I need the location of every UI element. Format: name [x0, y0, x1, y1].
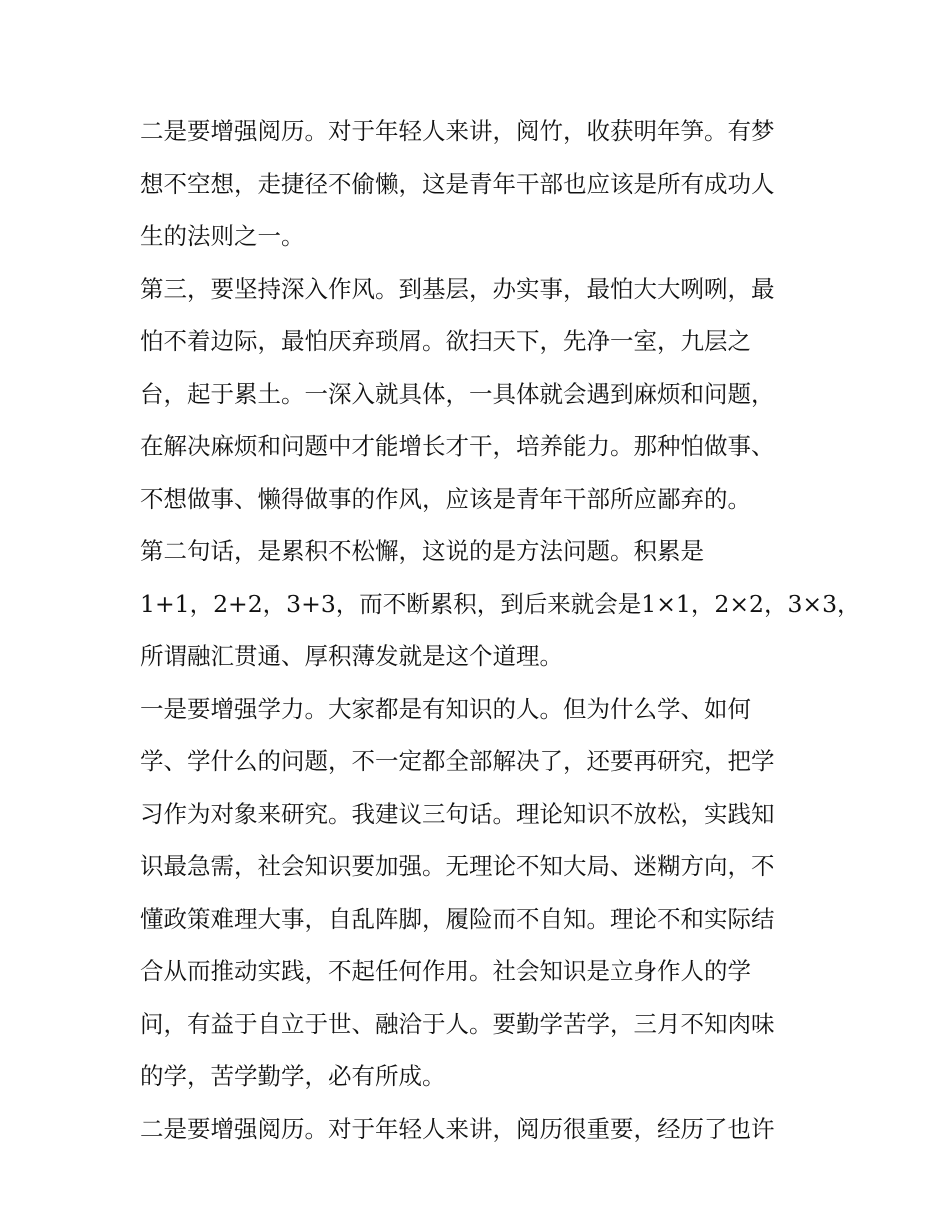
text-line: 生的法则之一。	[140, 222, 305, 250]
text-line: 懂政策难理大事，自乱阵脚，履险而不自知。理论不和实际结	[140, 904, 775, 933]
paragraph-1	[140, 105, 820, 263]
document-body	[140, 105, 861, 1155]
text-line: 二是要增强阅历。对于年轻人来讲，阅竹，收获明年笋。有梦	[140, 117, 775, 145]
text-line: 在解决麻烦和问题中才能增长才干，培养能力。那种怕做事、	[140, 432, 775, 460]
text-line: 台，起于累土。一深入就具体，一具体就会遇到麻烦和问题，	[140, 379, 775, 408]
text-line: 习作为对象来研究。我建议三句话。理论知识不放松，实践知	[140, 799, 775, 828]
paragraph-4	[140, 683, 820, 1103]
text-line: 的学，苦学勤学，必有所成。	[140, 1062, 446, 1090]
paragraph-5	[140, 1103, 820, 1156]
text-line: 所谓融汇贯通、厚积薄发就是这个道理。	[140, 642, 563, 670]
paragraph-2	[140, 263, 820, 526]
text-line: 1+1，2+2，3+3，而不断累积，到后来就会是1×1，2×2，3×3，	[140, 589, 861, 618]
text-line: 想不空想，走捷径不偷懒，这是青年干部也应该是所有成功人	[140, 169, 775, 198]
text-line: 识最急需，社会知识要加强。无理论不知大局、迷糊方向，不	[140, 852, 775, 880]
text-line: 一是要增强学力。大家都是有知识的人。但为什么学、如何	[140, 694, 751, 723]
text-line: 合从而推动实践，不起任何作用。社会知识是立身作人的学	[140, 957, 751, 985]
text-line: 不想做事、懒得做事的作风，应该是青年干部所应鄙弃的。	[140, 484, 751, 513]
text-line: 怕不着边际，最怕厌弃琐屑。欲扫天下，先净一室，九层之	[140, 327, 751, 355]
text-line: 学、学什么的问题，不一定都全部解决了，还要再研究，把学	[140, 747, 775, 775]
text-line: 二是要增强阅历。对于年轻人来讲，阅历很重要，经历了也许	[140, 1114, 775, 1143]
text-line: 第二句话，是累积不松懈，这说的是方法问题。积累是	[140, 537, 704, 565]
text-line: 问，有益于自立于世、融洽于人。要勤学苦学，三月不知肉味	[140, 1009, 775, 1038]
paragraph-3	[140, 525, 861, 683]
text-line: 第三，要坚持深入作风。到基层，办实事，最怕大大咧咧，最	[140, 274, 775, 303]
